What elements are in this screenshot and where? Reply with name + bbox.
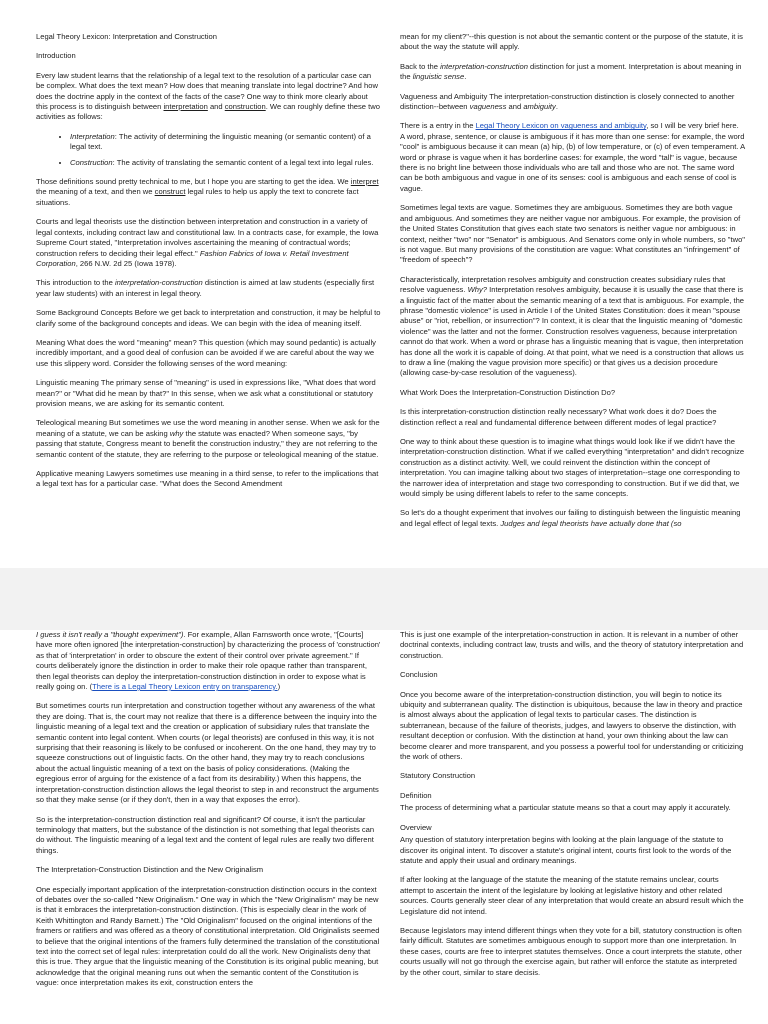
document-title: Legal Theory Lexicon: Interpretation and Construction: [36, 32, 217, 41]
term: Interpretation: [70, 131, 115, 141]
paragraph: Is this interpretation-construction distinction really necessary? What work does it do? Does the distinction reflect a real and fundamental difference between different modes of legal practice?: [400, 407, 717, 427]
emphasis: why: [169, 428, 184, 438]
text: : The activity of determining the linguistic meaning (or semantic content) of a legal text.: [70, 131, 371, 152]
emphasis-construction: construction: [224, 102, 266, 112]
text: There is a entry in the: [400, 121, 474, 131]
text: .: [555, 102, 558, 112]
paragraph: Applicative meaning Lawyers sometimes use meaning in a third sense, to refer to the implications that a legal text has for a particular case. "What does the Second Amendment: [36, 469, 379, 489]
text: and: [209, 102, 223, 112]
paragraph: [400, 92, 745, 113]
text: the statute was enacted? When someone says, "by passing that statute, Congress meant to benefit the construction industry," they are not referring to the semantic content of the statute, they are referring to the purpose or teleological meaning of the statue.: [36, 428, 379, 459]
text: Interpretation resolves ambiguity, because it is usually the case that there is a linguistic fact of the matter about the semantic meaning of a text that is ambiguous. For example, the phrase "domestic violence" is used in Article I of the United States Constitution: does it mean "spouse abuse" or "riot, rebellion, or insurrection"? In context, it is clear that the linguistic meaning of "domestic violence" was the latter and not the former. Construction resolves vagueness, because interpretation cannot do that work. When a word or phrase has a linguistic meaning that is vague, then interpretation has done all the work it is capable of doing. At that point, what we need is a construction that allows us to draw a line (making the vague provision more specific) or that gives us a decision procedure (allowing case-by-case resolution of the vagueness).: [400, 285, 745, 378]
text: ): [277, 682, 281, 692]
case-name: Fashion Fabrics of Iowa v. Retail Investment Corporation: [36, 248, 349, 268]
page1-right-column: [400, 32, 745, 538]
paragraph: [36, 217, 381, 269]
emphasis-interpretation: interpretation: [163, 102, 208, 112]
text: , 266 N.W. 2d 25 (Iowa 1978).: [75, 258, 177, 268]
paragraph: [36, 278, 381, 299]
paragraph: Any question of statutory interpretation begins with looking at the plain language of the statute to discover its original intent. To discover a statute's original intent, courts first look to the words of the statute and apply their usual and ordinary meanings.: [400, 835, 732, 865]
section-heading-conclusion: Conclusion: [400, 670, 438, 680]
text: . For example, Allan Farnsworth once wrote, "[Courts] have more often ignored [the interpretation-construction] by characterizing the process of 'construction' as that of 'interpretation' in order to obscure the extent of their control over private agreement." If courts deliberately ignore the distinction in order to make their role opaque rather than transparent, then legal theorists can deploy the interpretation-construction distinction in order to expose what is really going on. (: [36, 630, 381, 692]
emphasis-construct: construct: [154, 187, 186, 197]
paragraph: Some Background Concepts Before we get back to interpretation and construction, it may be helpful to clarify some of the background concepts and ideas. We can begin with the idea of meaning itself.: [36, 308, 381, 328]
paragraph: One way to think about these question is to imagine what things would look like if we didn't have the interpretation-construction distinction. What if we called everything "interpretation" and didn't recognize construction as a distinct activity. Well, we could reinvent the distinction within the concept of interpretation. You can imagine talking about two stages of interpretation--stage one corresponding to the narrower idea of interpretation and stage two corresponding to construction. But if we did that, we would simply be using different labels to refer to the same concepts.: [400, 437, 745, 499]
subheading-definition: Definition: [400, 790, 432, 800]
text: : The activity of translating the semantic content of a legal text into legal rules.: [112, 157, 374, 167]
text: legal rules to help us apply the text to concrete fact situations.: [36, 187, 359, 207]
paragraph: [36, 418, 381, 460]
text: .: [464, 72, 467, 82]
text: Courts and legal theorists use the distinction between interpretation and construction in a variety of legal contexts, including contract law and constitutional law. In a contracts case, for example, the Iowa Supreme Court stated, "Interpretation involves ascertaining the meaning of contractual words; construction refers to deciding their legal effect.": [36, 217, 379, 258]
paragraph: [400, 121, 745, 194]
paragraph: Sometimes legal texts are vague. Sometimes they are ambiguous. Sometimes they are both vague and ambiguous. And sometimes they are neither vague nor ambiguous. For example, the provision of the United States Constitution that gives each state two senators is neither vague nor ambiguous: in context, neither "two" nor "Senator" is ambiguous. And Senators come only in whole numbers, so "two" is not vague. But many provisions of the constitution are vague: What constitutes an "infringement" of "freedom of speech"?: [400, 203, 745, 265]
link-transparency[interactable]: There is a Legal Theory Lexicon entry on transparency.: [92, 682, 278, 692]
paragraph: Meaning What does the word "meaning" mean? This question (which may sound pedantic) is actually incredibly important, and a good deal of confusion can be avoided if we are careful about the way we use this slippery word. Consider the following senses of the word meaning:: [36, 337, 376, 368]
emphasis: I guess it isn't really a "thought experiment"): [36, 630, 184, 639]
paragraph: So is the interpretation-construction distinction real and significant? Of course, it isn't the particular terminology that matters, but the substance of the distinction is not something that legal theorists can do without. The linguistic meaning of a legal text and the content of legal rules are really two different things.: [36, 814, 375, 855]
text: the meaning of a text, and then we: [36, 187, 153, 197]
section-heading: The Interpretation-Construction Distinction and the New Originalism: [36, 865, 264, 875]
term: interpretation-construction: [440, 61, 528, 71]
text: This introduction to the: [36, 278, 113, 288]
emphasis: Why?: [467, 285, 487, 295]
section-heading-statutory-construction: Statutory Construction: [400, 771, 476, 781]
term: vagueness: [469, 102, 507, 112]
paragraph: [400, 62, 745, 83]
page2-left-column: [36, 630, 381, 998]
text: Back to the: [400, 61, 438, 71]
page1-left-column: [36, 32, 381, 499]
paragraph: If after looking at the language of the statute the meaning of the statute remains unclear, courts attempt to ascertain the intent of the legislature by looking at legislative history and other related sources. Courts generally steer clear of any interpretation that would create an absurd result which the Legislature did not intend.: [400, 875, 744, 916]
term: ambiguity: [523, 102, 556, 112]
text: Teleological meaning But sometimes we use the word meaning in another sense. When we ask for the meaning of a statute, we can be asking: [36, 418, 380, 438]
subheading-overview: Overview: [400, 822, 432, 832]
paragraph: mean for my client?"--this question is not about the semantic content or the purpose of the statute, it is about the way the statute will apply.: [400, 32, 743, 52]
paragraph: This is just one example of the interpretation-construction in action. It is relevant in a number of other doctrinal contexts, including contract law, trusts and wills, and the theory of statutory interpretation and construction.: [400, 630, 744, 660]
text: distinction for just a moment. Interpretation is about meaning in the: [400, 61, 742, 82]
paragraph: [36, 630, 381, 692]
page-break: [0, 568, 768, 630]
paragraph: Linguistic meaning The primary sense of "meaning" is used in expressions like, "What does that word mean?" or "What did he mean by that?" In this sense, when we ask what a constitutional or statutory provision means, we are asking for its semantic content.: [36, 378, 376, 408]
text: Every law student learns that the relationship of a legal text to the resolution of a particular case can be complex. What does the text mean? How does that meaning translate into legal doctrine? And how does the doctrine apply in the context of the facts of the case? One way to think more clearly about this process is to distinguish between: [36, 70, 378, 112]
text: So let's do a thought experiment that involves our failing to distinguish between the linguistic meaning and legal effect of legal texts.: [400, 508, 741, 528]
paragraph: [400, 508, 745, 529]
section-heading: What Work Does the Interpretation-Construction Distinction Do?: [400, 387, 616, 397]
paragraph: [36, 71, 381, 123]
term: Construction: [70, 157, 113, 167]
text: Characteristically, interpretation resolves ambiguity and construction creates subsidiary rules that resolve vagueness.: [400, 274, 726, 295]
term: interpretation-construction: [114, 278, 203, 288]
text: Vagueness and Ambiguity The interpretation-construction distinction is closely connected to another distinction--between: [400, 91, 735, 112]
emphasis-interpret: interpret: [350, 177, 379, 187]
term: linguistic sense: [412, 72, 465, 82]
text: , so I will be very brief here. A word, phrase, sentence, or clause is ambiguous if it has more than one sense: for example, the word "cool" is ambiguous because it can mean (a) hip, (b) of low temperature, or (c) of even temperament. A word or phrase is vague when it has borderline cases: for example, the word "tall" is vague, because there is no bright line between those individuals who are tall and those who are not. The same word can be both ambiguous and vague in one of its senses: cool is ambiguous and each sense of cool is vague.: [400, 121, 745, 193]
paragraph: Because legislators may intend different things when they vote for a bill, statutory construction is often fairly difficult. Statutes are sometimes ambiguous enough to support more than one interpretation. In these cases, courts are free to interpret statutes themselves. Once a court interprets the statute, other courts usually will not go through the exercise again, but rather will enforce the statute as interpreted by the other court, similar to stare decisis.: [400, 925, 742, 977]
text: and: [508, 102, 522, 112]
list-item: [70, 132, 381, 153]
text: distinction is aimed at law students (especially first year law students) with an interest in legal theory.: [36, 278, 375, 298]
section-heading-introduction: Introduction: [36, 51, 76, 61]
definition-list: [36, 132, 381, 168]
text: Those definitions sound pretty technical to me, but I hope you are starting to get the idea. We: [36, 177, 349, 187]
paragraph: One especially important application of the interpretation-construction distinction occurs in the context of debates over the so-called "New Originalism." One way in which the "New Originalism" may be new is that it embraces the interpretation-construction distinction. (This is especially clear in the work of Keith Whittington and Randy Barnett.) The "Old Originalism" focused on the original intentions of the framers or ratifiers and was offered as a theory of constitutional interpretation. Old Originalists seemed to believe that the original intentions of the framers fully determined the translation of the constitutional text into the correct set of legal rules: interpretation could do all the work. New Originalists deny that this is true. They argue that the linguistic meaning of the Constitution is its original public meaning, but acknowledge that the original meaning runs out when the semantic content of the Constitution is vague: once interpretation makes its exit, construction enters the: [36, 884, 380, 988]
paragraph: Once you become aware of the interpretation-construction distinction, you will begin to notice its ubiquity and subterranean quality. The distinction is ubiquitous, because the law in theory and practice is almost always about the application of legal texts to particular cases. The distinction is subterranean, because of the failure of theorists, judges, and lawyers to observe the distinction, with resultant deception or confusion. With the distinction at hand, your own thinking about the law can become clearer and more transparent, and you possess a powerful tool for understanding or criticizing the work of others.: [400, 689, 744, 762]
emphasis: Judges and legal theorists have actually done that (so: [500, 518, 682, 528]
paragraph: The process of determining what a particular statute means so that a court may apply it accurately.: [400, 803, 731, 813]
paragraph: [36, 177, 381, 208]
link-vagueness-ambiguity[interactable]: Legal Theory Lexicon on vagueness and ambiguity: [475, 121, 647, 131]
text: . We can roughly define these two activities as follows:: [36, 102, 380, 122]
paragraph: But sometimes courts run interpretation and construction together without any awareness of the what they are doing. That is, the court may not realize that there is a difference between the inquiry into the linguistic meaning of a legal text and the creation or application of subsidiary rules that translate the semantic content into legal content. When courts (or legal theorists) are confused in this way, it is not surprising that their reasoning is likely to be confused or incoherent. On the one hand, they may try to squeeze constructions out of linguistic facts. On the other hand, they may try to reach conclusions about the actual linguistic meaning of a text on the basis of policy considerations. (Making the egregious error of arguing for the existence of a fact from its desirability.) When this happens, the interpretation-construction distinction allows the legal theorist to step in and reconstruct the arguments so that they make sense (or if they don't, then in a way that exposes the error).: [36, 701, 379, 805]
paragraph: [400, 275, 745, 379]
list-item: [70, 158, 381, 168]
page2-right-column: [400, 630, 745, 987]
